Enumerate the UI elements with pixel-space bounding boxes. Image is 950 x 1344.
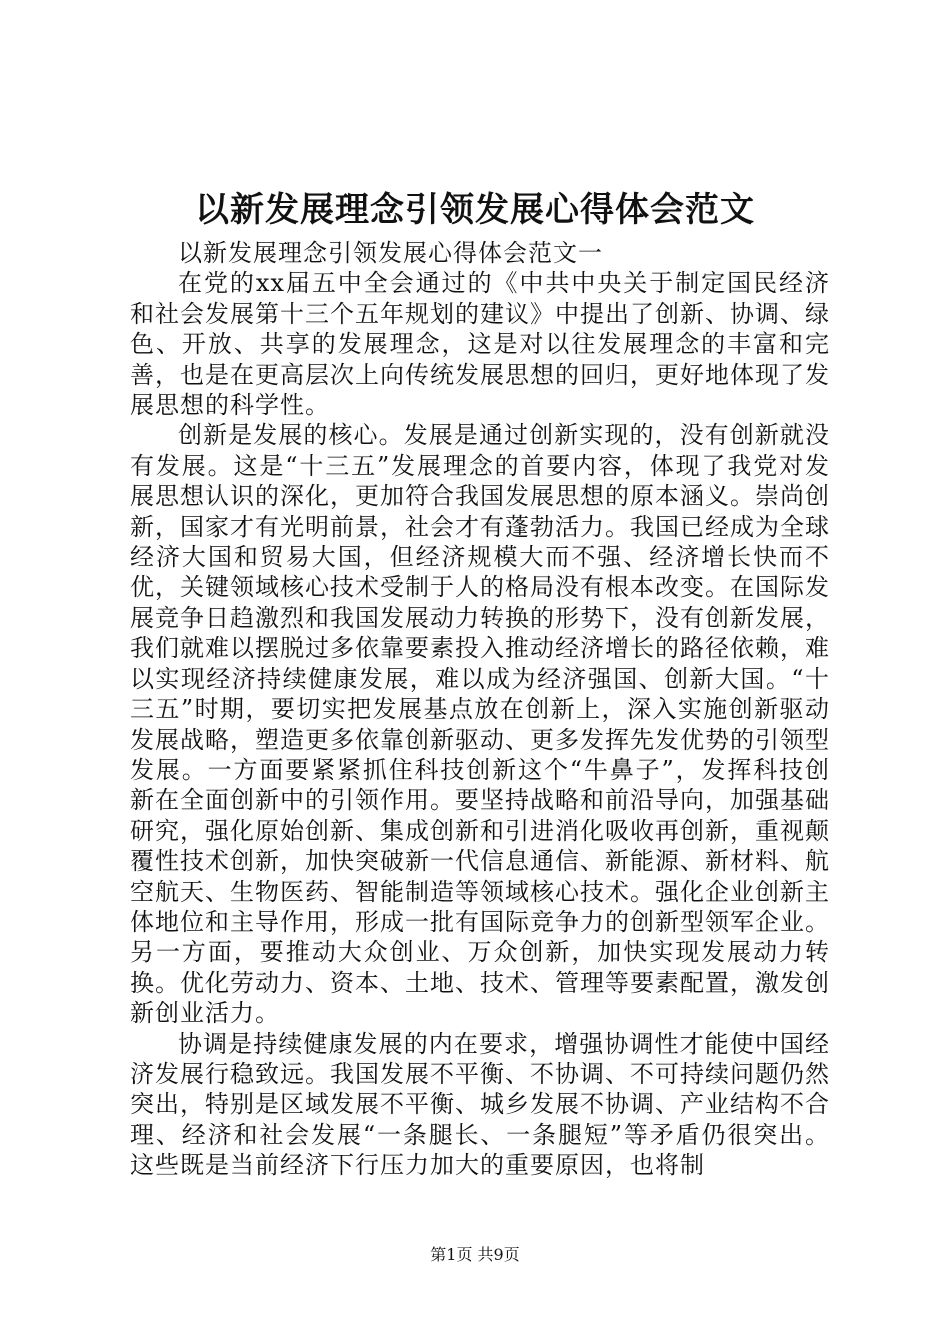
- page-footer: 第1页 共9页: [430, 1245, 520, 1264]
- subtitle-paragraph: 以新发展理念引领发展心得体会范文一: [178, 239, 603, 267]
- document-title: 以新发展理念引领发展心得体会范文: [195, 190, 755, 230]
- body-paragraph: 在党的xx届五中全会通过的《中共中央关于制定国民经济和社会发展第十三个五年规划的建议》中提出了创新、协调、绿色、开放、共享的发展理念，这是对以往发展理念的丰富和完善，也是在更高层次上向传统发展思想的回归，更好地体现了发展思想的科学性。: [130, 269, 830, 420]
- body-paragraph: 协调是持续健康发展的内在要求，增强协调性才能使中国经济发展行稳致远。我国发展不平衡、不协调、不可持续问题仍然突出，特别是区域发展不平衡、城乡发展不协调、产业结构不合理、经济和社会发展“一条腿长、一条腿短”等矛盾仍很突出。这些既是当前经济下行压力加大的重要原因，也将制: [130, 1029, 830, 1180]
- document-body: [130, 238, 830, 1181]
- body-paragraph: 创新是发展的核心。发展是通过创新实现的，没有创新就没有发展。这是“十三五”发展理念的首要内容，体现了我党对发展思想认识的深化，更加符合我国发展思想的原本涵义。崇尚创新，国家才有光明前景，社会才有蓬勃活力。我国已经成为全球经济大国和贸易大国，但经济规模大而不强、经济增长快而不优，关键领域核心技术受制于人的格局没有根本改变。在国际发展竞争日趋激烈和我国发展动力转换的形势下，没有创新发展，我们就难以摆脱过多依靠要素投入推动经济增长的路径依赖，难以实现经济持续健康发展，难以成为经济强国、创新大国。“十三五”时期，要切实把发展基点放在创新上，深入实施创新驱动发展战略，塑造更多依靠创新驱动、更多发挥先发优势的引领型发展。一方面要紧紧抓住科技创新这个“牛鼻子”，发挥科技创新在全面创新中的引领作用。要坚持战略和前沿导向，加强基础研究，强化原始创新、集成创新和引进消化吸收再创新，重视颠覆性技术创新，加快突破新一代信息通信、新能源、新材料、航空航天、生物医药、智能制造等领域核心技术。强化企业创新主体地位和主导作用，形成一批有国际竞争力的创新型领军企业。另一方面，要推动大众创业、万众创新，加快实现发展动力转换。优化劳动力、资本、土地、技术、管理等要素配置，激发创新创业活力。: [130, 421, 830, 1028]
